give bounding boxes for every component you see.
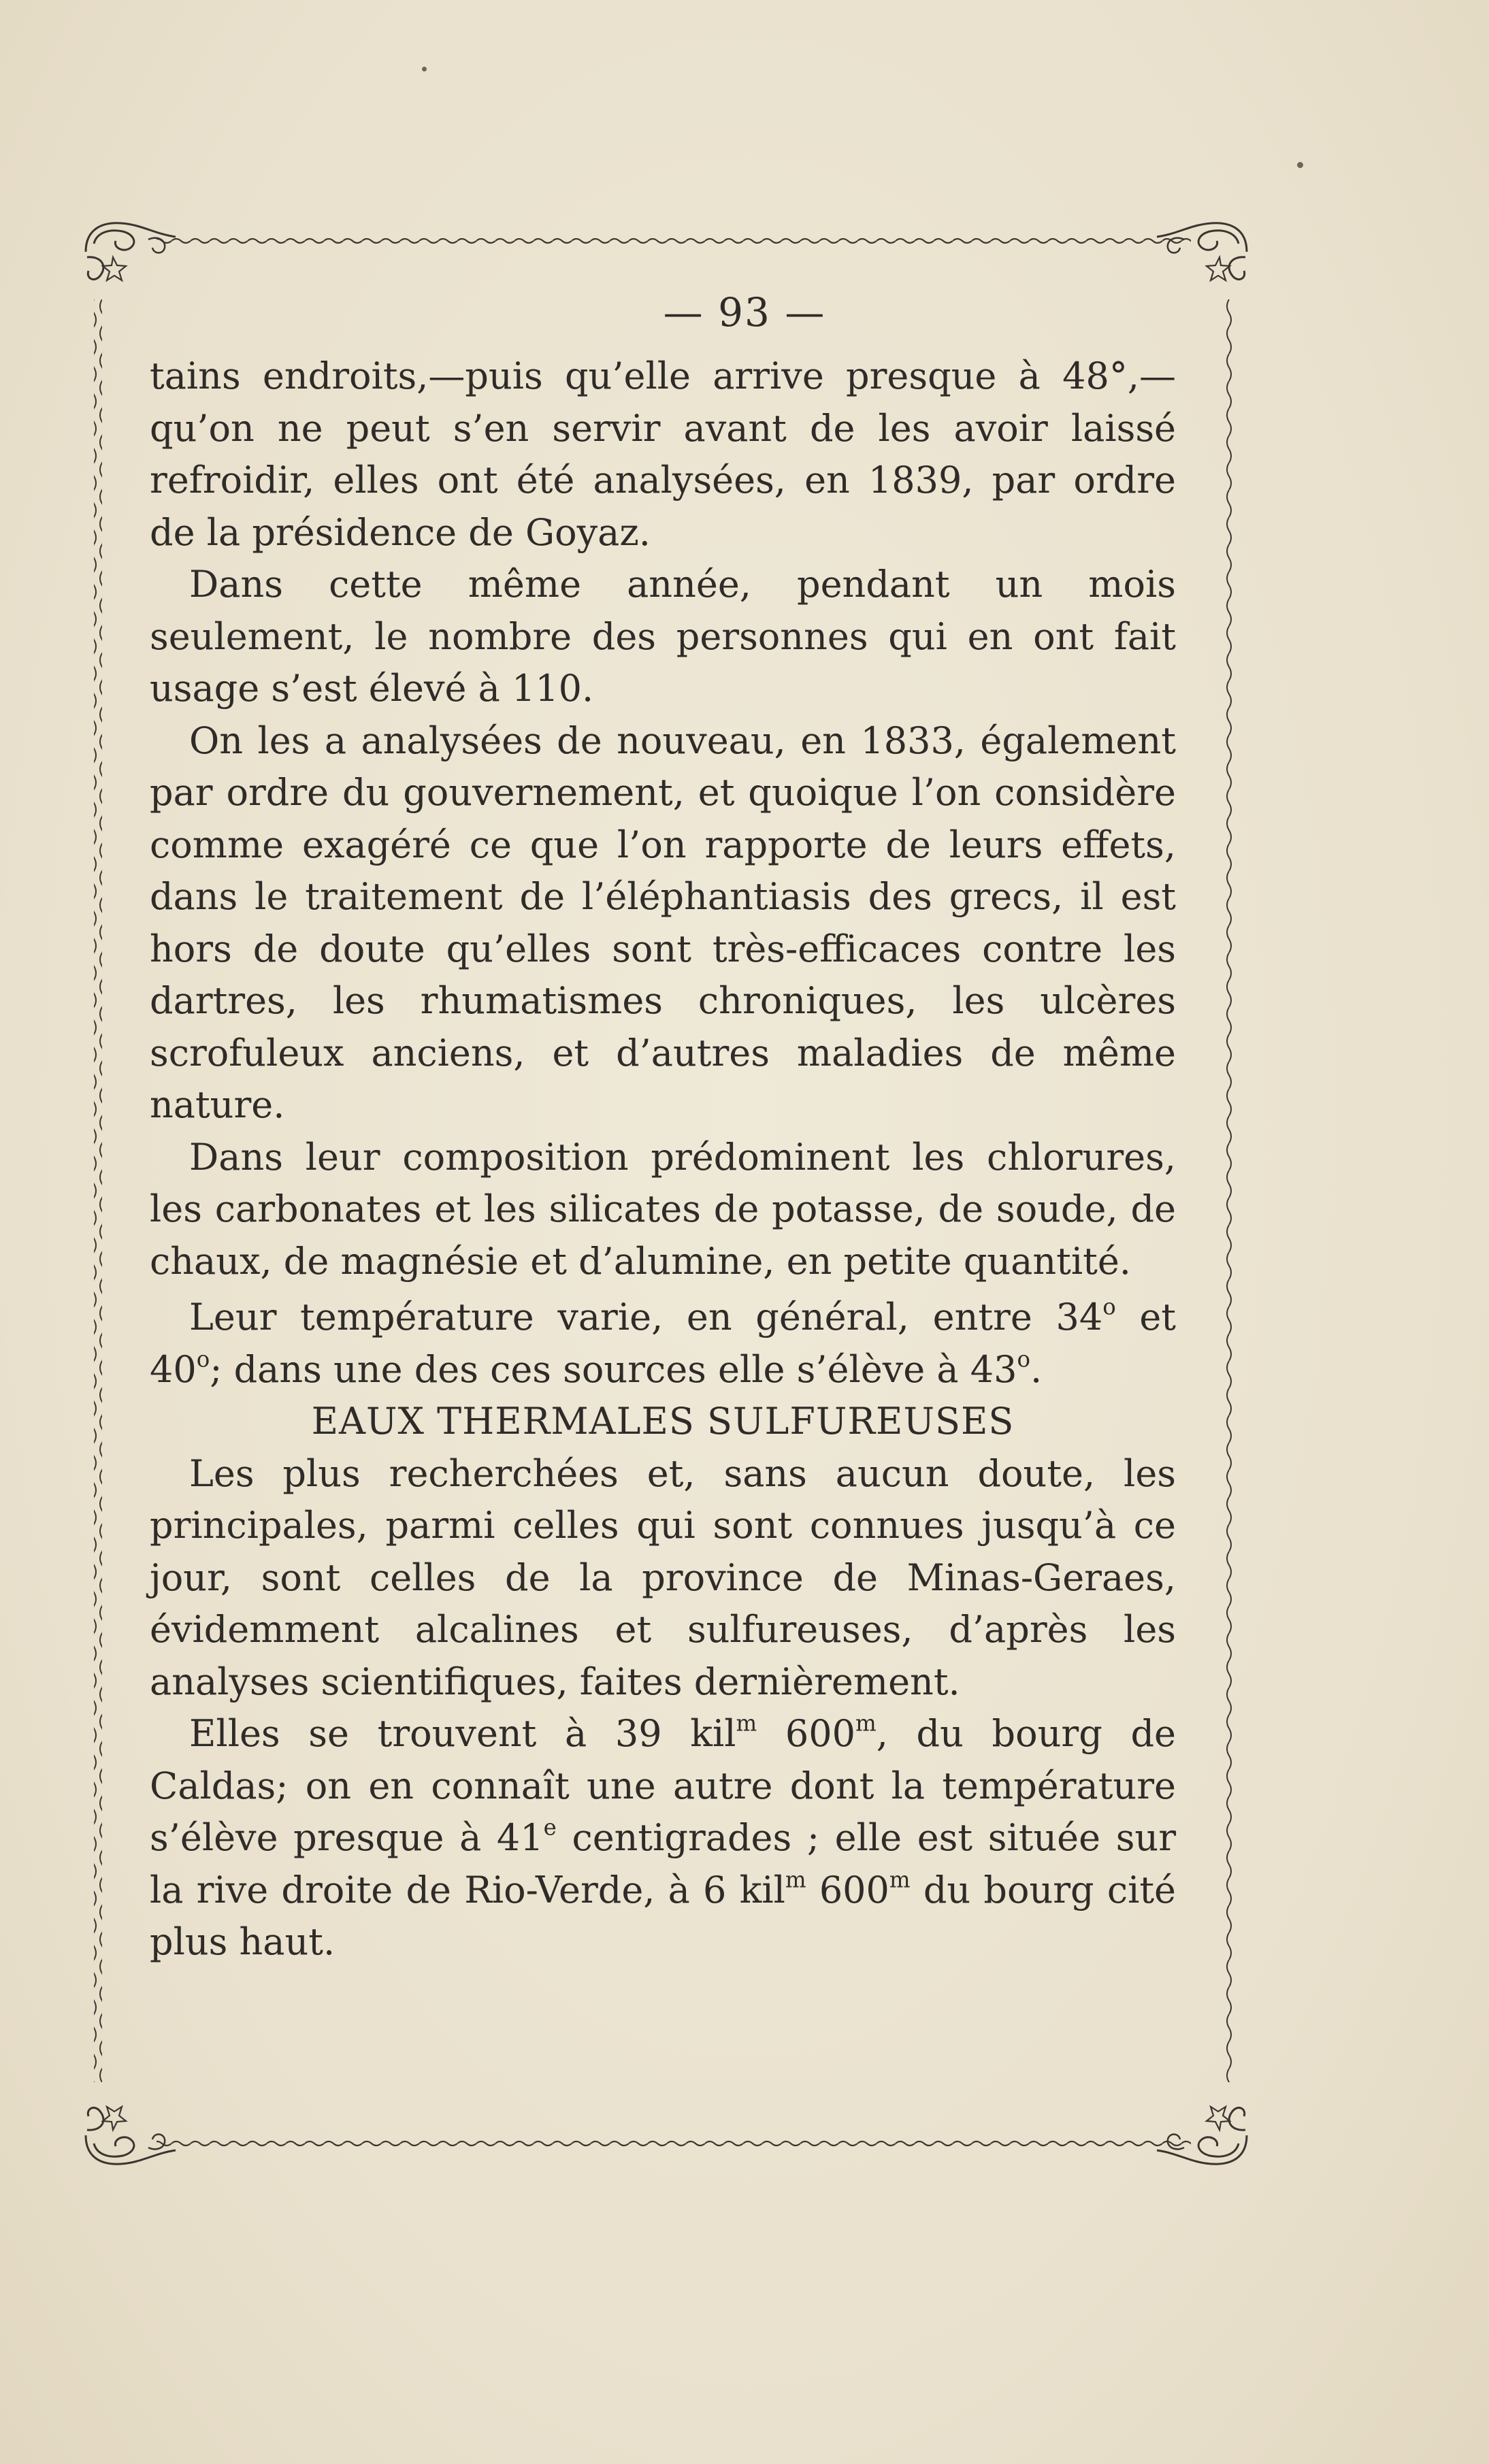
paragraph: On les a analysées de nouveau, en 1833, également par ordre du gouvernement, et quoique l’on considère comme exagéré ce que l’on rapporte de leurs effets, dans le traitement de l’éléphantiasis des grecs, il est hors de doute qu’elles sont très-efficaces contre les dartres, les rhumatismes chroniques, les ulcères scrofuleux anciens, et d’autres maladies de même nature. bbox=[150, 719, 1176, 1126]
page-number: — 93 — bbox=[663, 289, 826, 335]
ornament-corner-icon bbox=[86, 223, 176, 280]
left-rule bbox=[94, 299, 102, 2082]
paragraph-location: Elles se trouvent à 39 kil$^m$ 600$^m$, du bourg de Caldas; on en connaît une autre dont la température s’élève presque à 41e centigrades ; elle est située sur la rive droite de Rio-Verde, à 6 kil$^m$ 600$^m$ du bourg cité plus haut. bbox=[150, 1710, 1177, 1963]
paper-speck bbox=[422, 67, 427, 71]
bottom-rule bbox=[157, 2139, 1191, 2148]
paragraph: tains endroits,—puis qu’elle arrive presque à 48°,—qu’on ne peut s’en servir avant de les avoir laissé refroidir, elles ont été analysées, en 1839, par ordre de la présidence de Goyaz. bbox=[150, 355, 1176, 554]
paper-speck bbox=[1297, 162, 1303, 168]
ornament-corner-icon bbox=[1157, 2107, 1247, 2164]
body-text bbox=[150, 350, 1176, 1969]
top-rule bbox=[157, 238, 1191, 246]
right-rule bbox=[1225, 299, 1233, 2082]
paragraph-temperature: Leur température varie, en général, entre 34$^o$ et 40$^o$; dans une des ces sources elle s’élève à 43$^o$. bbox=[150, 1294, 1177, 1391]
section-heading: EAUX THERMALES SULFUREUSES bbox=[311, 1400, 1015, 1443]
paragraph: Dans leur composition prédominent les chlorures, les carbonates et les silicates de potasse, de soude, de chaux, de magnésie et d’alumine, en petite quantité. bbox=[150, 1135, 1176, 1283]
ornament-corner-icon bbox=[1157, 223, 1247, 280]
paragraph: Les plus recherchées et, sans aucun doute, les principales, parmi celles qui sont connues jusqu’à ce jour, sont celles de la province de Minas-Geraes, évidemment alcalines et sulfureuses, d’après les analyses scientifiques, faites dernièrement. bbox=[150, 1451, 1176, 1703]
ornament-corner-icon bbox=[86, 2107, 176, 2164]
paragraph: Dans cette même année, pendant un mois seulement, le nombre des personnes qui en ont fait usage s’est élevé à 110. bbox=[150, 563, 1176, 710]
